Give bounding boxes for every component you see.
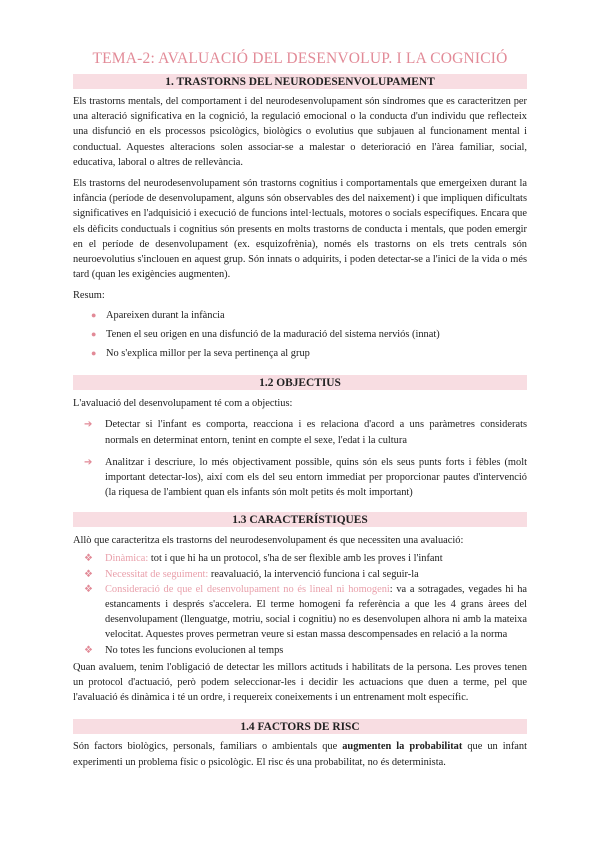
diamond-bullet-icon: ❖ [84,553,93,565]
list-item: ● Tenen el seu origen en una disfunció de la maduració del sistema nerviós (innat) [91,329,440,341]
caracteristiques-list [73,551,527,657]
paragraph: Allò que caracteritza els trastorns del neurodesenvolupament és que necessiten una avaluació: [73,535,464,547]
diamond-bullet-icon: ❖ [84,568,93,580]
paragraph: Quan avaluem, tenim l'obligació de detectar les millors actituds i habilitats de la persona. Les proves tenen un protocol d'actuació, però podem seleccionar-les i decidir les actuacions que duen a terme, pel que l'avaluació és dinàmica i té un ordre, i requereix coneixements i un entrenament molt específic. [73,661,527,704]
resum-label: Resum: [73,290,105,302]
list-item: ❖ Consideració de que el desenvolupament no és lineal ni homogeni: va a sotragades, vegades hi ha estancaments i després s'accelera. El terme homogeni fa referència a que les 4 grans àrees del desenvolupament (llenguatge, motriu, social i cognitiu) no es desenvolupen alhora ni amb la mateixa velocitat. Aquestes proves permetran veure si estan massa descompensades en relació a la norma [84,583,527,641]
term: Consideració de que el desenvolupament no és lineal ni homogeni [105,583,390,595]
section-caracteristiques [73,512,527,705]
section-objectius [73,375,527,500]
page-title: TEMA-2: AVALUACIÓ DEL DESENVOLUP. I LA COGNICIÓ [92,50,508,67]
paragraph: Els trastorns mentals, del comportament i del neurodesenvolupament són síndromes que es caracteritzen per una alteració significativa en la cognició, la regulació emocional o la conducta d'un individu que reflecteix una disfunció en els processos psicològics, biològics o evolutius que subjauen al funcionament mental i conductual. Aquestes alteracions solen associar-se a malestar o deterioració en l'àrea familiar, social, educativa, laboral o altres de rellevància. [73,96,527,168]
bullet-dot-icon: ● [91,310,97,321]
objectius-list [73,417,527,500]
resum-list [73,308,527,361]
section-heading: 1. TRASTORNS DEL NEURODESENVOLUPAMENT [73,74,527,89]
list-item: ❖ Dinàmica: tot i que hi ha un protocol, s'ha de ser flexible amb les proves i l'infant [81,551,527,566]
list-item: ❖ No totes les funcions evolucionen al temps [81,643,527,658]
section-heading: 1.3 CARACTERÍSTIQUES [73,512,527,527]
list-item: ❖ Necessitat de seguiment: reavaluació, la intervenció funciona i cal seguir-la [81,567,527,582]
term: Dinàmica: [105,553,149,565]
bullet-dot-icon: ● [91,329,97,340]
term: Necessitat de seguiment: [105,568,209,580]
list-item: ● Apareixen durant la infància [91,310,225,322]
section-heading: 1.4 FACTORS DE RISC [73,719,527,734]
section-factors-risc [73,719,527,769]
section-trastorns [73,74,527,361]
list-item: ➔ Analitzar i descriure, lo més objectivament possible, quins són els seus punts forts i fèbles (molt important detectar-los), així com els del seu entorn immediat per proporcionar pautes d'intervenció (la riquesa de l'ambient quan els infants són molt petits és molt important) [84,456,527,499]
arrow-right-icon: ➔ [84,419,93,431]
list-item: ● No s'explica millor per la seva pertinença al grup [91,348,310,360]
list-item: ➔ Detectar si l'infant es comporta, reacciona i es relaciona d'acord a uns paràmetres considerats normals en determinat entorn, tenint en compte el sexe, l'edat i la cultura [84,419,527,446]
emphasis: augmenten la probabilitat [342,741,463,753]
diamond-bullet-icon: ❖ [84,644,93,656]
diamond-bullet-icon: ❖ [84,583,93,595]
paragraph: Són factors biològics, personals, familiars o ambientals que augmenten la probabilitat que un infant experimenti un problema físic o psicològic. El risc és una probabilitat, no és determinista. [73,741,527,768]
paragraph: Els trastorns del neurodesenvolupament són trastorns cognitius i comportamentals que emergeixen durant la infància (període de desenvolupament, alguns són observables des del naixement) i que impliquen dificultats significatives en l'adquisició i execució de funcions intel·lectuals, motores o socials específiques. Encara que els dèficits conductuals i cognitius són presents en molts trastorns de conducta i mentals, que poden emergir en el període de desenvolupament (ex. esquizofrènia), només els trastorns on els trets centrals són neuroevolutius s'inclouen en aquest grup. Són innats o adquirits, i poden detectar-se a l'inici de la vida o més tard (quan les exigències augmenten). [73,178,527,281]
arrow-right-icon: ➔ [84,456,93,468]
paragraph: L'avaluació del desenvolupament té com a objectius: [73,398,293,410]
section-heading: 1.2 OBJECTIUS [73,375,527,390]
bullet-dot-icon: ● [91,348,97,359]
